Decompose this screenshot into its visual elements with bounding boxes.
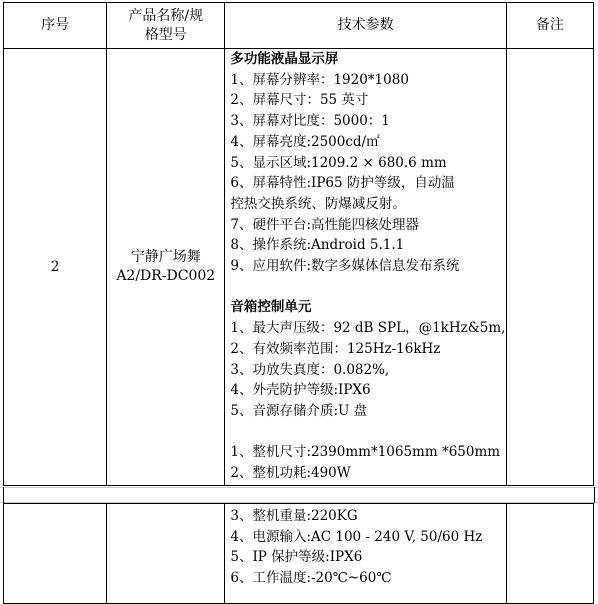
page-break-right-edge: [594, 487, 595, 503]
row-seq-cont: [4, 504, 107, 604]
row-product-name: [107, 49, 225, 486]
spec-line: 3、屏幕对比度：5000：1: [230, 113, 390, 130]
header-product-name-line1: 产品名称/规: [128, 7, 204, 24]
spec-table-page1: [3, 2, 594, 486]
spec-section-title: 多功能液晶显示屏: [230, 51, 339, 67]
header-seq: 序号: [4, 3, 107, 49]
row-remark-cont: [506, 504, 593, 604]
table-row: [4, 504, 594, 604]
spec-line: 4、外壳防护等级:IPX6: [230, 382, 371, 399]
spec-table-page2: [3, 503, 594, 604]
spec-line: 1、整机尺寸:2390mm*1065mm *650mm: [230, 444, 501, 461]
row-product-model: A2/DR-DC002: [116, 268, 216, 284]
header-product-name: [107, 3, 225, 49]
spec-list-cont: [230, 506, 505, 589]
spec-line: 2、整机功耗:490W: [230, 465, 351, 482]
spec-line: 9、应用软件:数字多媒体信息发布系统: [230, 258, 460, 275]
spec-section-title: 音箱控制单元: [230, 299, 312, 316]
row-seq: 2: [4, 49, 107, 486]
spec-line: 3、功放失真度：0.082%,: [230, 361, 390, 378]
header-remark: 备注: [506, 3, 593, 49]
row-tech-params-cont: [225, 504, 506, 604]
spec-line: 5、音源存储介质:U 盘: [230, 402, 368, 419]
spec-line: 8、操作系统:Android 5.1.1: [230, 237, 405, 254]
spec-line: 2、屏幕尺寸：55 英寸: [230, 92, 369, 109]
row-product-name-cont: [107, 504, 225, 604]
spec-line: 5、显示区域:1209.2 × 680.6 mm: [230, 154, 447, 171]
table-header-row: [4, 3, 594, 49]
header-product-name-line2: 格型号: [144, 26, 187, 43]
spec-line: 1、最大声压级：92 dB SPL，@1kHz&5m,: [230, 320, 506, 337]
page-break-gap: [0, 487, 598, 503]
row-tech-params: [225, 49, 506, 486]
row-product-name-line1: 宁静广场舞: [130, 249, 201, 265]
spec-line: 6、工作温度:-20℃~60℃: [230, 570, 392, 587]
table-row: [4, 49, 594, 486]
header-tech-params: 技术参数: [225, 3, 506, 49]
spec-line: 7、硬件平台:高性能四核处理器: [230, 216, 419, 233]
spec-line: 1、屏幕分辨率：1920*1080: [230, 71, 409, 88]
spec-line: 5、IP 保护等级:IPX6: [230, 549, 363, 566]
spec-line: 6、屏幕特性:IP65 防护等级，自动温: [230, 175, 455, 192]
spec-line: 4、电源输入:AC 100 - 240 V, 50/60 Hz: [230, 528, 483, 545]
spec-list: [230, 49, 505, 484]
spec-line: 控热交换系统、防爆减反射。: [230, 195, 406, 212]
spec-line: 4、屏幕亮度:2500cd/㎡: [230, 133, 380, 150]
row-remark: [506, 49, 593, 486]
spec-line: 3、整机重量:220KG: [230, 508, 358, 524]
spec-spacer: [230, 277, 505, 298]
page-break-left-edge: [3, 487, 4, 503]
spec-line: 2、有效频率范围：125Hz-16kHz: [230, 340, 441, 357]
spec-spacer: [230, 422, 505, 443]
